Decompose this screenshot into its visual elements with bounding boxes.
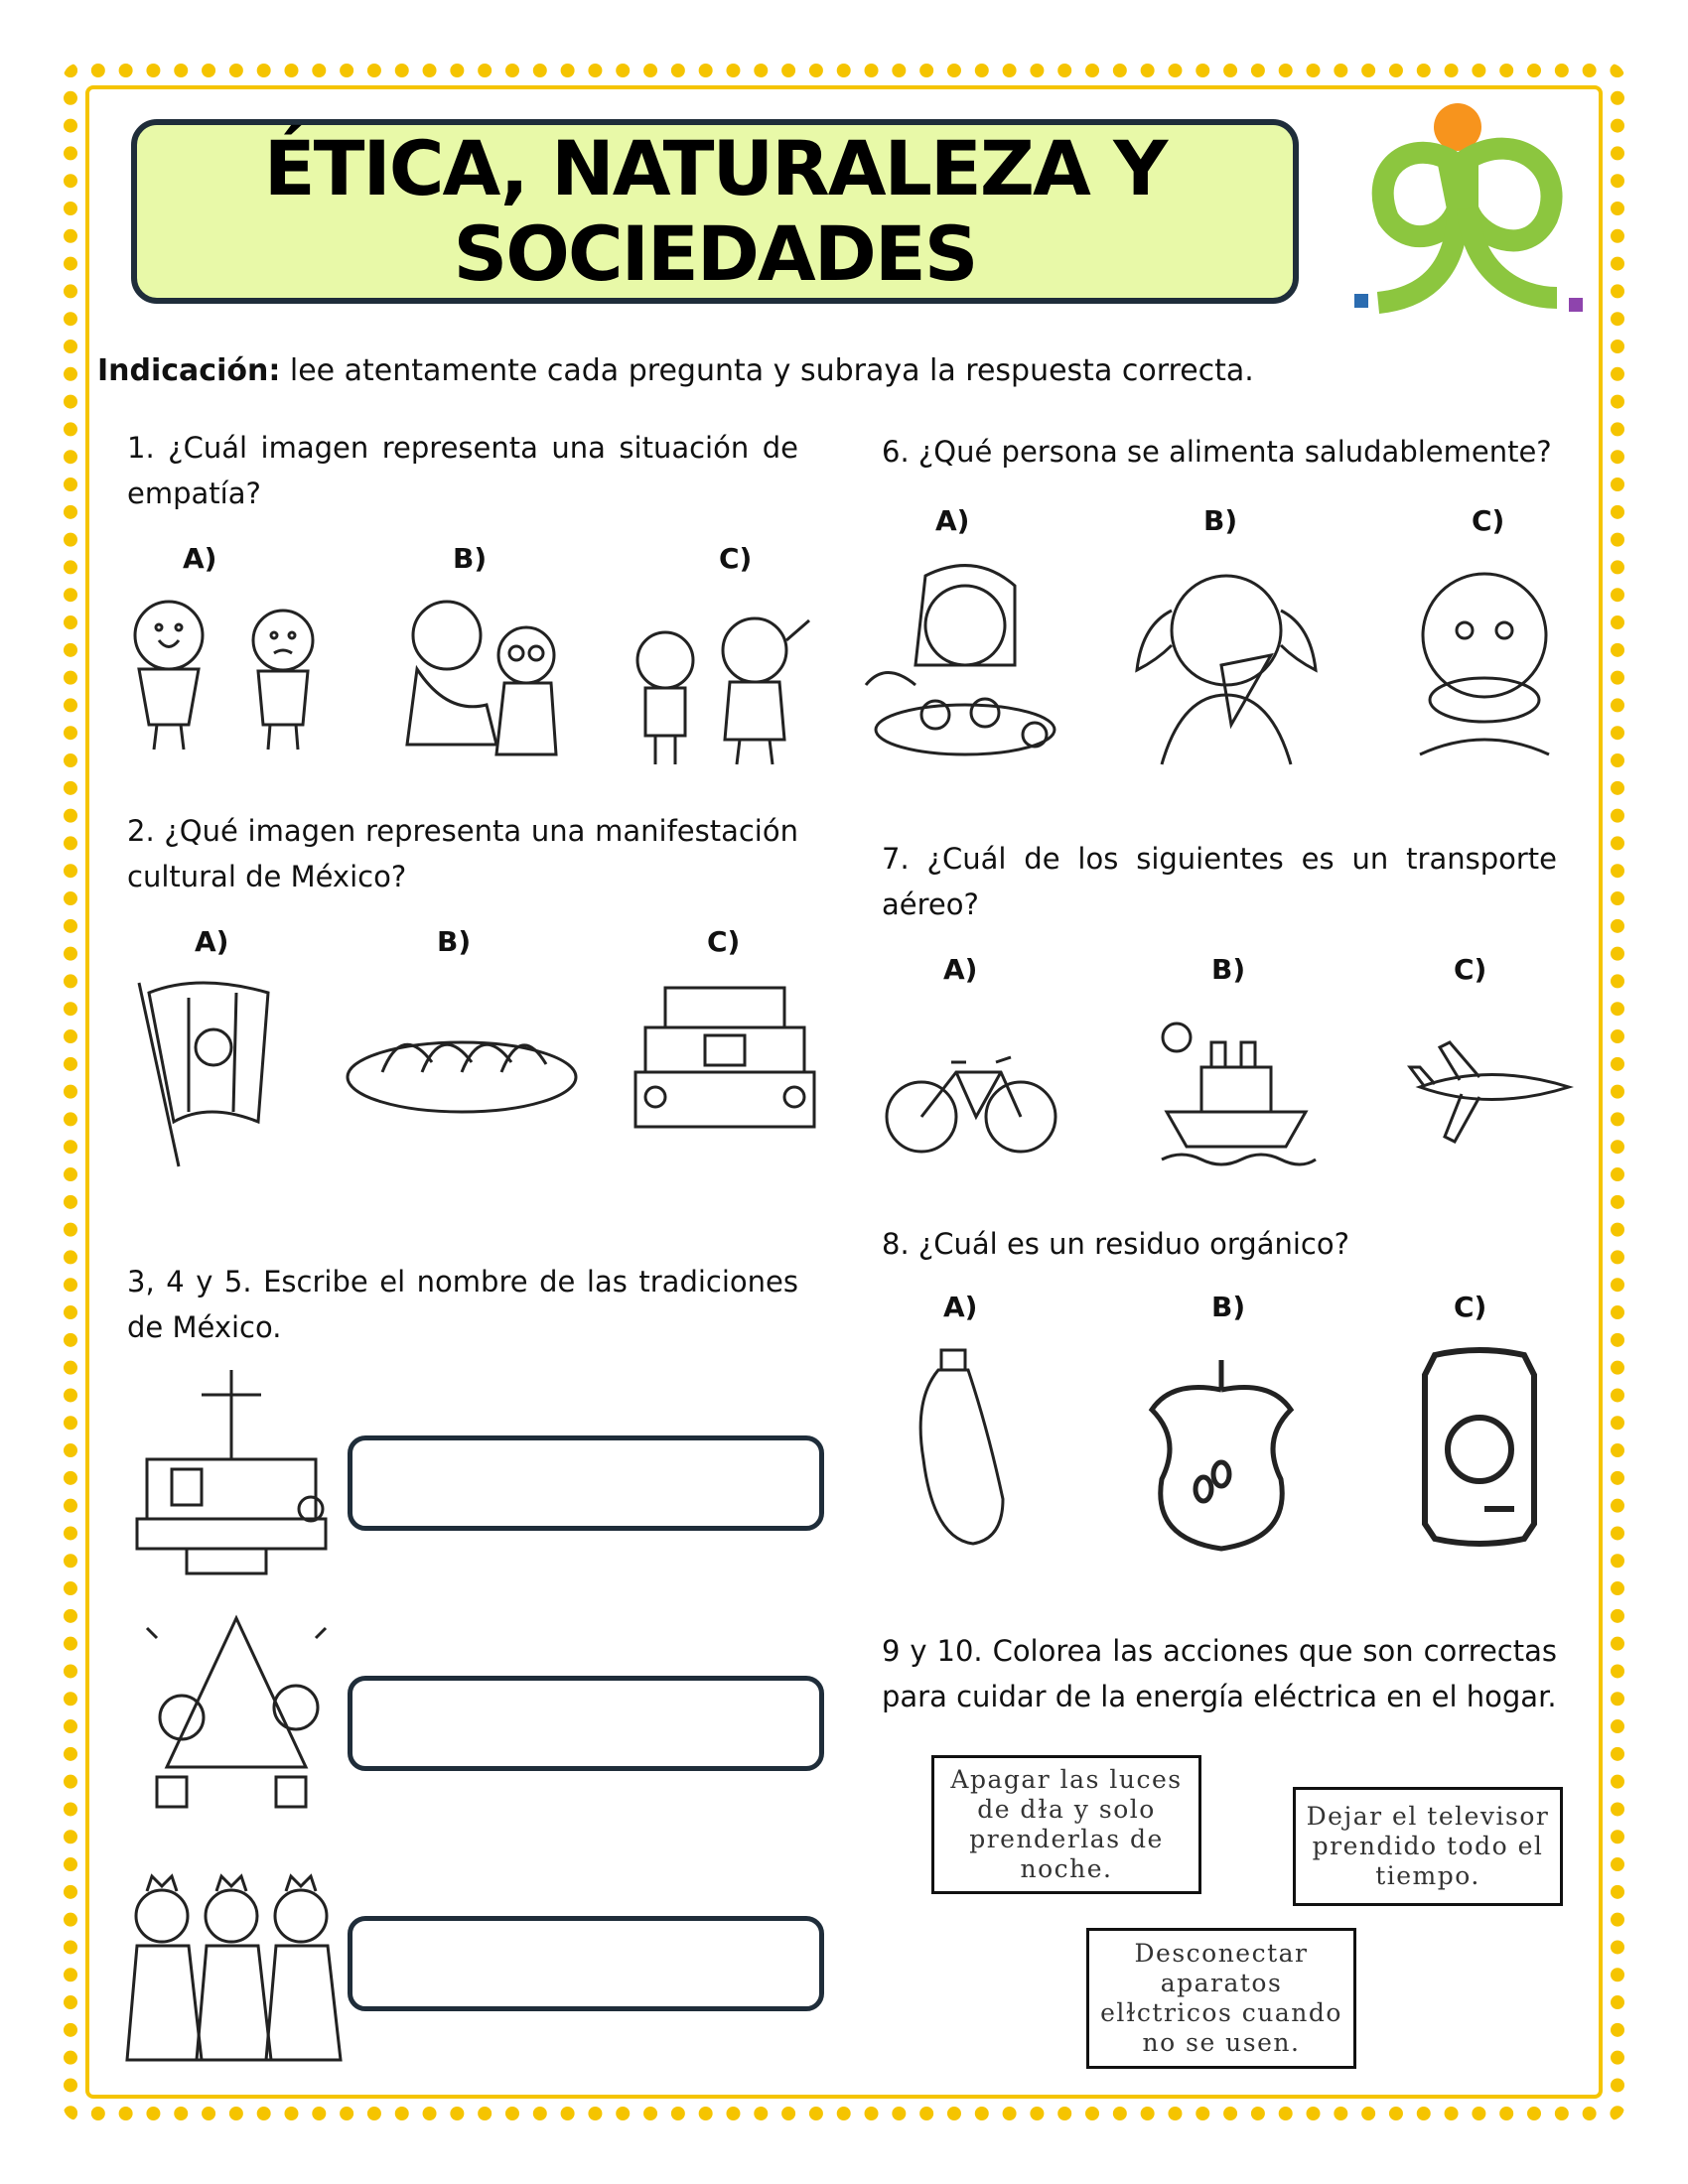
q6-option-b[interactable]: B) [1203, 504, 1238, 537]
question-910: 9 y 10. Colorea las acciones que son correctas para cuidar de la energía eléctrica en el hogar. [882, 1634, 1557, 1713]
altar-cross-icon [127, 1360, 336, 1578]
question-8: 8. ¿Cuál es un residuo orgánico? [882, 1227, 1349, 1261]
logo-square-blue-icon [1354, 294, 1368, 308]
action-card-lights[interactable]: Apagar las luces de dɫa y solo prenderlas de noche. [931, 1755, 1201, 1894]
question-7: 7. ¿Cuál de los siguientes es un transporte aéreo? [882, 842, 1557, 921]
school-logo [1348, 99, 1587, 328]
q8-option-a[interactable]: A) [943, 1291, 978, 1323]
instruction [97, 353, 1254, 388]
q6-option-a[interactable]: A) [935, 504, 970, 537]
q2-option-a[interactable]: A) [195, 925, 229, 958]
q8-option-c[interactable]: C) [1454, 1291, 1487, 1323]
answer-box-3[interactable] [348, 1435, 824, 1531]
q7-option-b[interactable]: B) [1211, 953, 1246, 986]
airplane-icon[interactable] [1400, 1032, 1579, 1152]
boy-eating-burger-icon[interactable] [1390, 556, 1579, 774]
plastic-bottle-icon[interactable] [894, 1340, 1043, 1559]
action-card-unplug[interactable]: Desconectar aparatos elɫctricos cuando no se usen. [1086, 1928, 1356, 2069]
question-345: 3, 4 y 5. Escribe el nombre de las tradiciones de México. [127, 1265, 798, 1344]
kids-teasing-icon[interactable] [99, 586, 338, 754]
kids-helping-icon[interactable] [387, 586, 586, 774]
q1-option-b[interactable]: B) [453, 542, 488, 575]
page-title: ÉTICA, NATURALEZA Y SOCIEDADES [263, 124, 1167, 298]
tacos-icon[interactable] [343, 1003, 581, 1122]
q2-option-b[interactable]: B) [437, 925, 472, 958]
q1-option-a[interactable]: A) [183, 542, 217, 575]
q2-option-c[interactable]: C) [707, 925, 741, 958]
title-banner [131, 119, 1299, 304]
apple-core-icon[interactable] [1122, 1350, 1321, 1559]
ship-icon[interactable] [1152, 1013, 1321, 1171]
question-1: 1. ¿Cuál imagen representa una situación de empatía? [127, 431, 798, 510]
question-6: 6. ¿Qué persona se alimenta saludablemente? [882, 435, 1552, 469]
q7-option-c[interactable]: C) [1454, 953, 1487, 986]
q8-option-b[interactable]: B) [1211, 1291, 1246, 1323]
logo-square-purple-icon [1569, 298, 1583, 312]
q7-option-a[interactable]: A) [943, 953, 978, 986]
q6-option-c[interactable]: C) [1472, 504, 1505, 537]
answer-box-4[interactable] [348, 1676, 824, 1771]
question-2: 2. ¿Qué imagen representa una manifestación cultural de México? [127, 814, 798, 893]
three-kings-icon [117, 1866, 346, 2065]
instruction-label: Indicación: [97, 353, 281, 388]
girl-eating-fruit-icon[interactable] [846, 546, 1084, 764]
answer-box-5[interactable] [348, 1916, 824, 2011]
christmas-kids-icon [127, 1608, 346, 1817]
girl-eating-pizza-icon[interactable] [1112, 556, 1340, 774]
mexican-flag-icon[interactable] [119, 973, 288, 1171]
action-card-tv[interactable]: Dejar el televisor prendido todo el tiempo. [1293, 1787, 1563, 1906]
bicycle-icon[interactable] [882, 1032, 1060, 1161]
kid-mocking-icon[interactable] [616, 601, 814, 769]
soda-can-icon[interactable] [1410, 1340, 1549, 1549]
instruction-text: lee atentamente cada pregunta y subraya la respuesta correcta. [280, 353, 1254, 388]
q1-option-c[interactable]: C) [719, 542, 753, 575]
day-of-dead-altar-icon[interactable] [626, 978, 824, 1137]
